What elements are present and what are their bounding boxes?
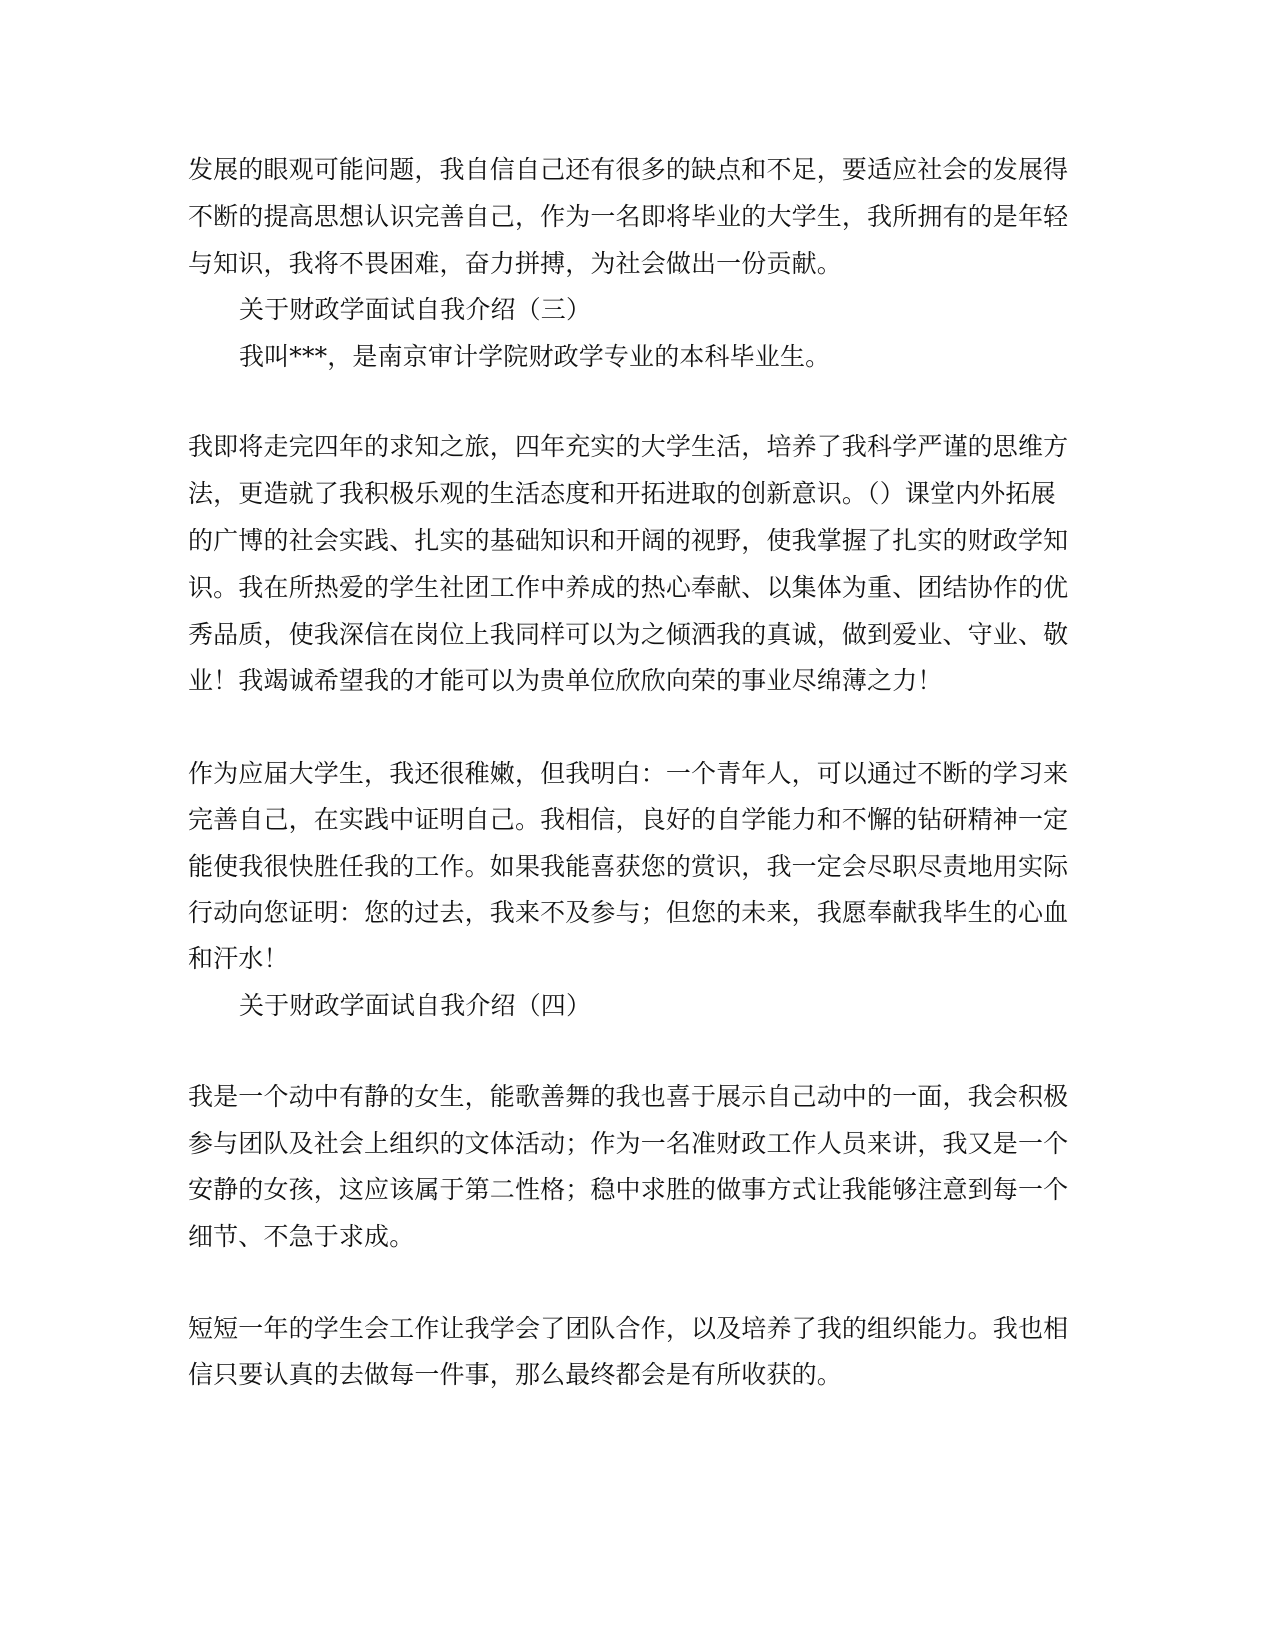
paragraph-line: 秀品质，使我深信在岗位上我同样可以为之倾洒我的真诚，做到爱业、守业、敬 [188, 620, 1069, 649]
paragraph-line: 不断的提高思想认识完善自己，作为一名即将毕业的大学生，我所拥有的是年轻 [188, 202, 1069, 231]
paragraph-line: 细节、不急于求成。 [188, 1222, 415, 1251]
paragraph-line: 短短一年的学生会工作让我学会了团队合作，以及培养了我的组织能力。我也相 [188, 1314, 1069, 1343]
section-heading: 关于财政学面试自我介绍（三） [239, 295, 592, 324]
paragraph-line: 我叫***，是南京审计学院财政学专业的本科毕业生。 [239, 342, 831, 371]
paragraph-line: 能使我很快胜任我的工作。如果我能喜获您的赏识，我一定会尽职尽责地用实际 [188, 852, 1069, 881]
paragraph-line: 识。我在所热爱的学生社团工作中养成的热心奉献、以集体为重、团结协作的优 [188, 573, 1069, 602]
paragraph-line: 信只要认真的去做每一件事，那么最终都会是有所收获的。 [188, 1360, 842, 1389]
paragraph-line: 作为应届大学生，我还很稚嫩，但我明白：一个青年人，可以通过不断的学习来 [188, 759, 1069, 788]
paragraph-line: 我是一个动中有静的女生，能歌善舞的我也喜于展示自己动中的一面，我会积极 [188, 1082, 1069, 1111]
paragraph-line: 参与团队及社会上组织的文体活动；作为一名准财政工作人员来讲，我又是一个 [188, 1129, 1069, 1158]
paragraph-line: 行动向您证明：您的过去，我来不及参与；但您的未来，我愿奉献我毕生的心血 [188, 898, 1069, 927]
section-heading: 关于财政学面试自我介绍（四） [239, 991, 592, 1020]
paragraph-line: 的广博的社会实践、扎实的基础知识和开阔的视野，使我掌握了扎实的财政学知 [188, 526, 1069, 555]
paragraph-line: 安静的女孩，这应该属于第二性格；稳中求胜的做事方式让我能够注意到每一个 [188, 1175, 1069, 1204]
paragraph-line: 我即将走完四年的求知之旅，四年充实的大学生活，培养了我科学严谨的思维方 [188, 432, 1069, 461]
paragraph-line: 法，更造就了我积极乐观的生活态度和开拓进取的创新意识。（）课堂内外拓展 [188, 479, 1056, 508]
paragraph-line: 业！我竭诚希望我的才能可以为贵单位欣欣向荣的事业尽绵薄之力！ [188, 666, 943, 695]
paragraph-line: 和汗水！ [188, 944, 289, 973]
paragraph-line: 完善自己，在实践中证明自己。我相信，良好的自学能力和不懈的钻研精神一定 [188, 805, 1069, 834]
paragraph-line: 与知识，我将不畏困难，奋力拼搏，为社会做出一份贡献。 [188, 249, 842, 278]
paragraph-line: 发展的眼观可能问题，我自信自己还有很多的缺点和不足，要适应社会的发展得 [188, 155, 1069, 184]
